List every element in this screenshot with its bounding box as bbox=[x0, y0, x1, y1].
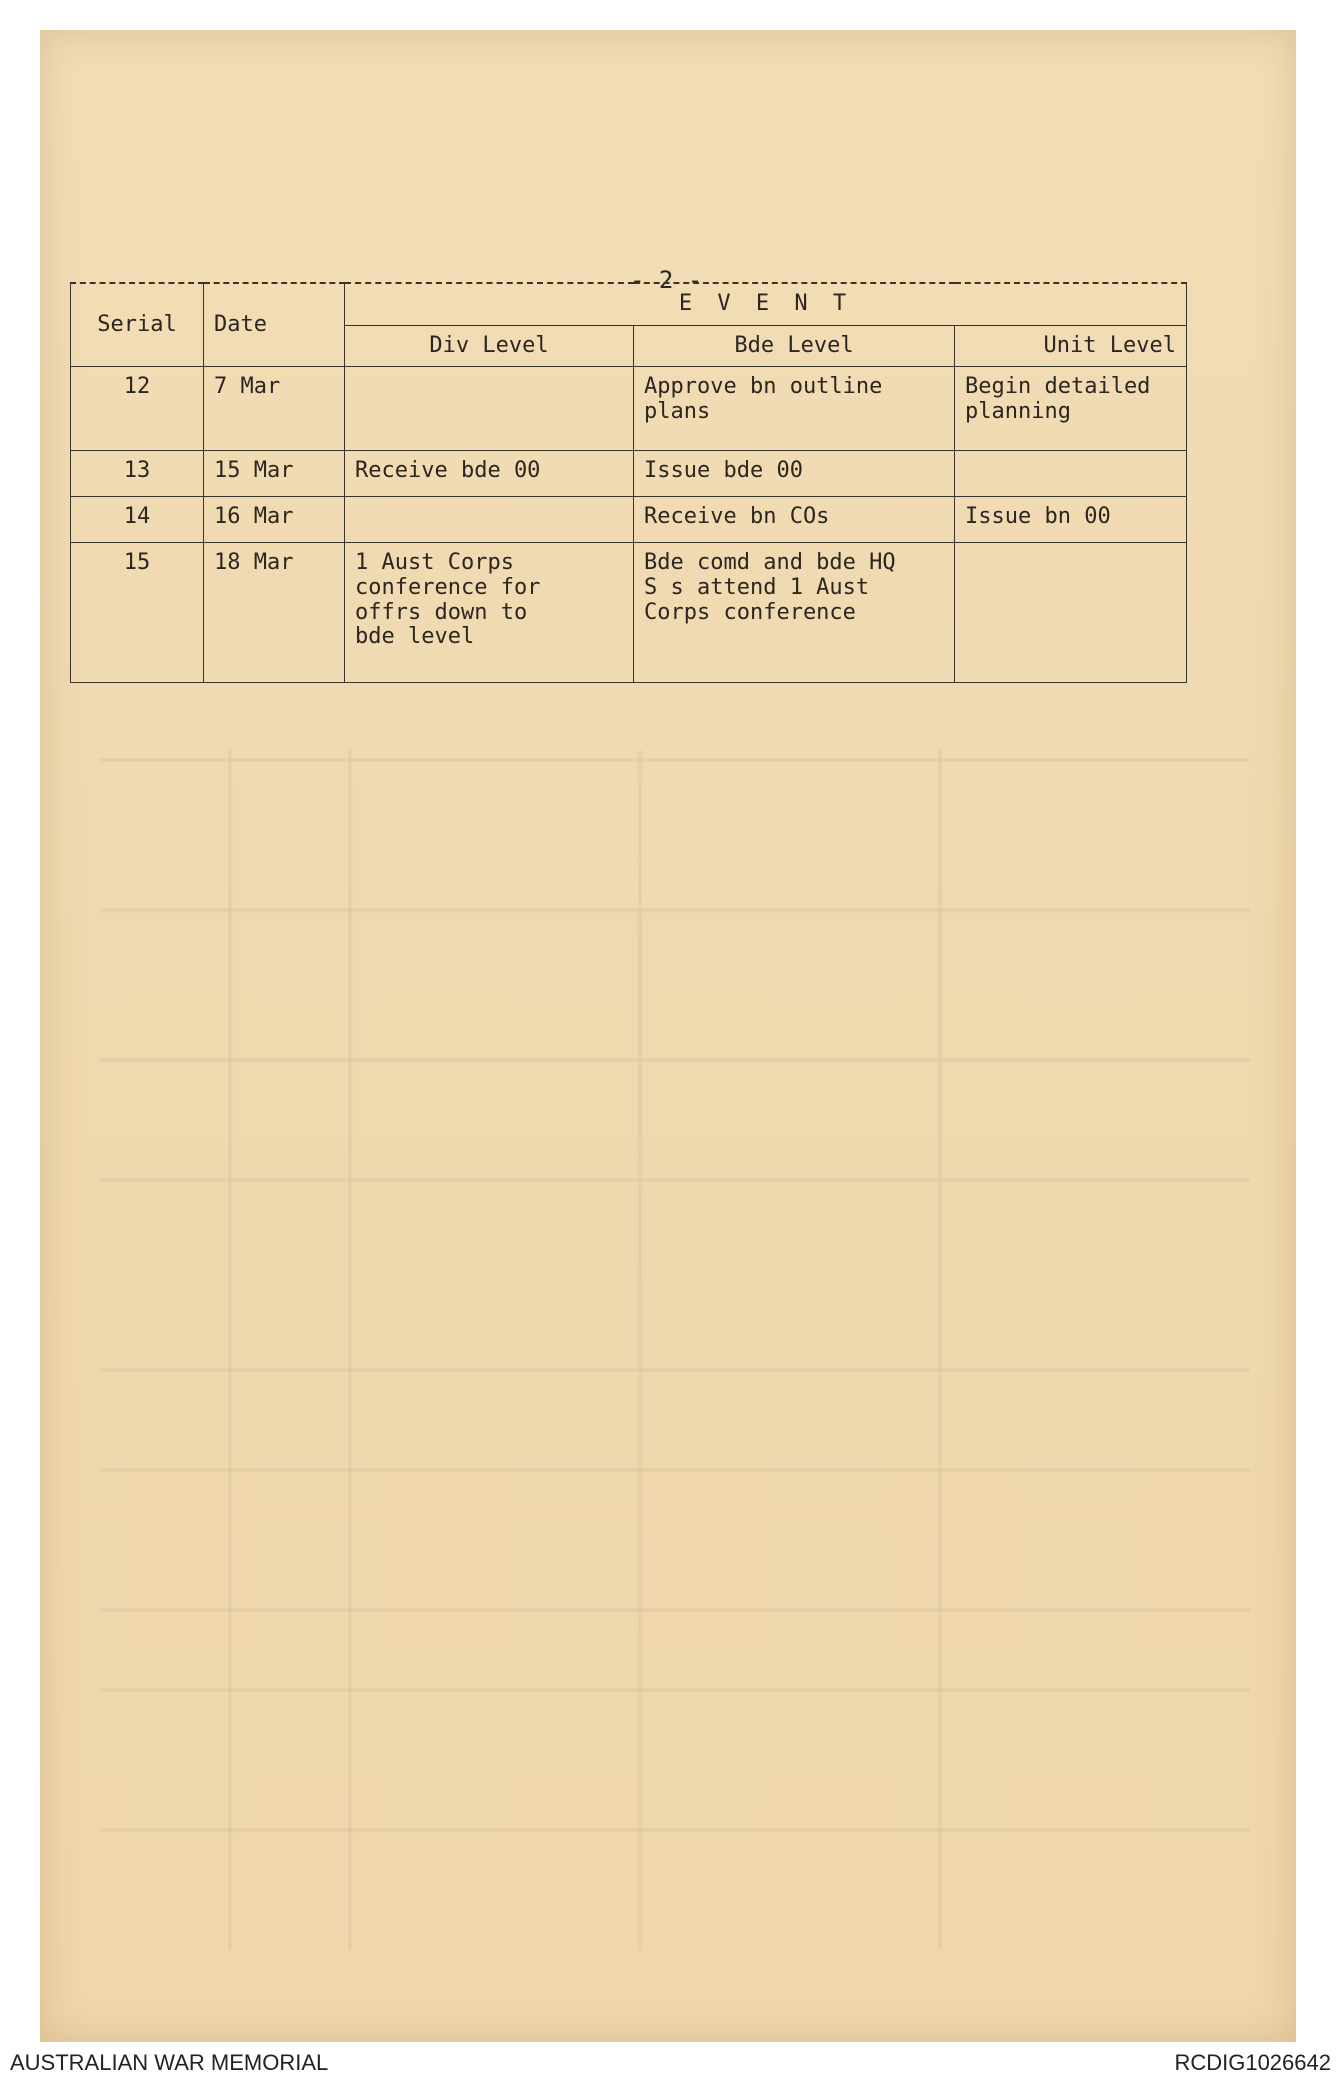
table-row bbox=[71, 497, 1187, 543]
serial-cell: 13 bbox=[71, 451, 204, 497]
col-date-header: Date bbox=[204, 283, 345, 367]
bleed-through-lines bbox=[100, 750, 1250, 1950]
col-serial-header: Serial bbox=[71, 283, 204, 367]
div-level-cell: Receive bde 00 bbox=[345, 451, 634, 497]
table-header-row bbox=[71, 283, 1187, 325]
table-row bbox=[71, 451, 1187, 497]
footer-archive-id: RCDIG1026642 bbox=[1174, 2050, 1331, 2075]
div-level-cell bbox=[345, 367, 634, 451]
unit-level-cell bbox=[955, 451, 1187, 497]
col-bde-level-header: Bde Level bbox=[634, 325, 955, 367]
bde-level-cell: Approve bn outline plans bbox=[634, 367, 955, 451]
page-number: - 2 - bbox=[630, 266, 703, 294]
unit-level-cell: Begin detailed planning bbox=[955, 367, 1187, 451]
serial-cell: 15 bbox=[71, 543, 204, 683]
bde-level-cell: Bde comd and bde HQ S s attend 1 Aust Corps conference bbox=[634, 543, 955, 683]
footer-archive-name: AUSTRALIAN WAR MEMORIAL bbox=[10, 2050, 329, 2075]
unit-level-cell: Issue bn 00 bbox=[955, 497, 1187, 543]
col-unit-level-header: Unit Level bbox=[955, 325, 1187, 367]
table-row bbox=[71, 367, 1187, 451]
event-header: E V E N T bbox=[345, 283, 1187, 325]
date-cell: 16 Mar bbox=[204, 497, 345, 543]
serial-cell: 12 bbox=[71, 367, 204, 451]
unit-level-cell bbox=[955, 543, 1187, 683]
date-cell: 18 Mar bbox=[204, 543, 345, 683]
col-div-level-header: Div Level bbox=[345, 325, 634, 367]
bde-level-cell: Issue bde 00 bbox=[634, 451, 955, 497]
div-level-cell: 1 Aust Corps conference for offrs down to bde level bbox=[345, 543, 634, 683]
event-schedule-table bbox=[70, 282, 1187, 683]
table-row bbox=[71, 543, 1187, 683]
serial-cell: 14 bbox=[71, 497, 204, 543]
div-level-cell bbox=[345, 497, 634, 543]
date-cell: 15 Mar bbox=[204, 451, 345, 497]
date-cell: 7 Mar bbox=[204, 367, 345, 451]
bde-level-cell: Receive bn COs bbox=[634, 497, 955, 543]
